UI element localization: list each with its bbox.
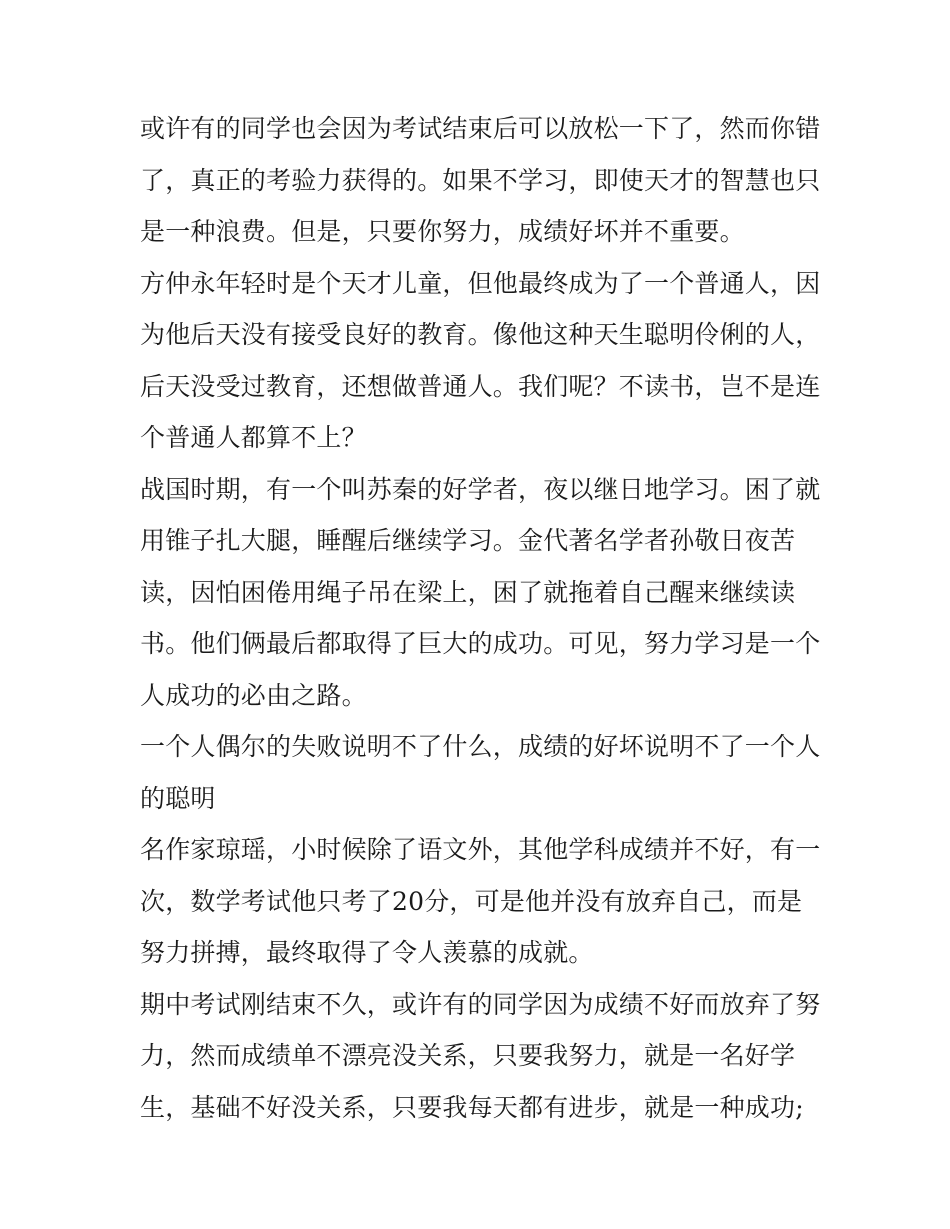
- text-line: 力，然而成绩单不漂亮没关系，只要我努力，就是一名好学: [140, 1041, 796, 1070]
- text-line: 名作家琼瑶，小时候除了语文外，其他学科成绩并不好，有一: [140, 835, 821, 864]
- paragraph-qiong-yao: [140, 824, 821, 979]
- text-line: 用锥子扎大腿，睡醒后继续学习。金代著名学者孙敬日夜苦: [140, 526, 796, 555]
- text-line: 战国时期，有一个叫苏秦的好学者，夜以继日地学习。困了就: [140, 474, 821, 504]
- text-line: 个普通人都算不上？: [140, 423, 367, 452]
- paragraph-fang-zhongyong: [140, 258, 821, 464]
- text-line: 人成功的必由之路。: [140, 680, 367, 710]
- paragraph-occasional-failure: [140, 721, 821, 824]
- text-line: 读，因怕困倦用绳子吊在梁上，困了就拖着自己醒来继续读: [140, 577, 796, 607]
- text-line: 书。他们俩最后都取得了巨大的成功。可见，努力学习是一个: [140, 629, 821, 658]
- paragraph-midterm: [140, 979, 821, 1134]
- text-line: 次，数学考试他只考了20分，可是他并没有放弃自己，而是: [140, 886, 803, 916]
- text-line: 或许有的同学也会因为考试结束后可以放松一下了，然而你错: [140, 114, 821, 143]
- paragraph-exam-relax: [140, 103, 821, 258]
- text-line: 为他后天没有接受良好的教育。像他这种天生聪明伶俐的人，: [140, 320, 821, 349]
- text-line: 了，真正的考验力获得的。如果不学习，即使天才的智慧也只: [140, 165, 821, 195]
- text-line: 努力拼搏，最终取得了令人羡慕的成就。: [140, 938, 594, 967]
- text-line: 后天没受过教育，还想做普通人。我们呢？不读书，岂不是连: [140, 371, 821, 401]
- paragraph-su-qin: [140, 464, 821, 722]
- text-line: 是一种浪费。但是，只要你努力，成绩好坏并不重要。: [140, 217, 745, 246]
- text-line: 的聪明: [140, 783, 216, 813]
- document-body: [140, 103, 821, 1133]
- text-line: 一个人偶尔的失败说明不了什么，成绩的好坏说明不了一个人: [140, 732, 821, 761]
- text-line: 生，基础不好没关系，只要我每天都有进步，就是一种成功;: [140, 1092, 804, 1122]
- text-line: 方仲永年轻时是个天才儿童，但他最终成为了一个普通人，因: [140, 268, 821, 298]
- text-line: 期中考试刚结束不久，或许有的同学因为成绩不好而放弃了努: [140, 989, 821, 1019]
